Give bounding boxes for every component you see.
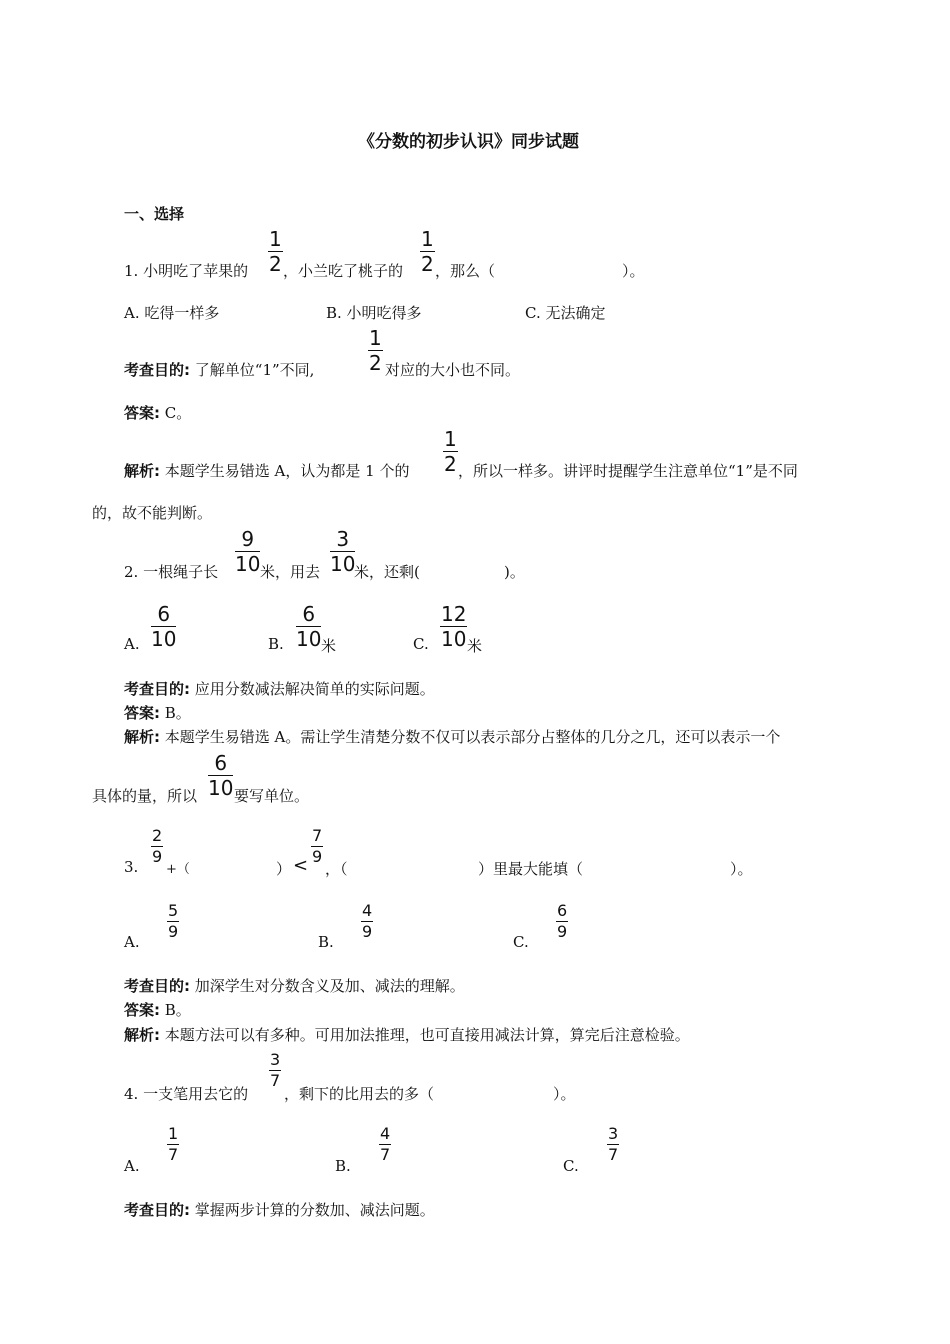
numerator: 12 xyxy=(441,602,467,626)
denominator: 2 xyxy=(269,252,282,276)
q2-option-a-label: A. xyxy=(124,635,140,653)
denominator: 9 xyxy=(168,922,179,941)
numerator: 4 xyxy=(380,1124,391,1143)
q3-option-b-fraction xyxy=(361,903,373,940)
q2-fraction-1 xyxy=(235,529,260,574)
numerator: 1 xyxy=(168,1124,179,1143)
denominator: 10 xyxy=(296,627,322,651)
numerator: 3 xyxy=(336,527,350,551)
question-2: 2. 一根绳子长 xyxy=(124,563,219,581)
q1-purpose xyxy=(124,359,314,380)
q2-text-4: )。 xyxy=(504,563,525,581)
purpose-text: 应用分数减法解决简单的实际问题。 xyxy=(194,680,435,698)
q2-option-a-fraction xyxy=(151,604,176,649)
q3-option-c-fraction xyxy=(556,903,568,940)
q2-analysis-text-3: 要写单位。 xyxy=(234,787,310,805)
q4-option-a-fraction xyxy=(167,1126,179,1163)
analysis-text: 本题方法可以有多种。可用加法推理，也可直接用减法计算，算完后注意检验。 xyxy=(164,1026,690,1044)
denominator: 10 xyxy=(208,776,234,800)
q1-option-c: C. 无法确定 xyxy=(525,304,606,322)
q2-text-2: 米，用去 xyxy=(260,563,321,581)
numerator: 2 xyxy=(152,826,163,845)
denominator: 10 xyxy=(235,552,261,576)
denominator: 7 xyxy=(380,1145,391,1164)
numerator: 6 xyxy=(557,901,568,920)
q2-purpose xyxy=(124,678,435,699)
analysis-label: 解析: xyxy=(124,728,160,746)
denominator: 9 xyxy=(152,847,163,866)
question-4: 4. 一支笔用去它的 xyxy=(124,1085,249,1103)
q1-option-b: B. 小明吃得多 xyxy=(326,304,422,322)
answer-label: 答案: xyxy=(124,1001,160,1019)
q1-text-4: ）。 xyxy=(622,262,645,280)
denominator: 9 xyxy=(312,847,323,866)
numerator: 1 xyxy=(269,227,282,251)
q1-answer xyxy=(124,402,191,423)
q2-option-b-unit: 米 xyxy=(321,637,337,655)
numerator: 3 xyxy=(608,1124,619,1143)
q3-analysis xyxy=(124,1024,690,1045)
q1-analysis-text-2: ，所以一样多。讲评时提醒学生注意单位“1”是不同 xyxy=(458,462,798,480)
q1-text-3: ，那么（ xyxy=(435,262,496,280)
q3-option-a-label: A. xyxy=(124,933,140,951)
q1-analysis-fraction xyxy=(443,429,458,474)
q2-analysis-text-2: 具体的量，所以 xyxy=(92,787,198,805)
q4-option-b-label: B. xyxy=(335,1157,351,1175)
denominator: 7 xyxy=(270,1071,281,1090)
denominator: 9 xyxy=(557,922,568,941)
q4-purpose xyxy=(124,1199,435,1220)
question-3-number: 3. xyxy=(124,858,139,876)
q3-text-2: ）里最大能填（ xyxy=(478,860,584,878)
numerator: 1 xyxy=(444,427,457,451)
denominator: 10 xyxy=(330,552,356,576)
q3-option-b-label: B. xyxy=(318,933,334,951)
numerator: 1 xyxy=(421,227,434,251)
q1-analysis-text-3: 的，故不能判断。 xyxy=(92,504,213,522)
q2-option-c-fraction xyxy=(440,604,467,649)
q3-text-3: ）。 xyxy=(730,860,753,878)
q3-option-a-fraction xyxy=(167,903,179,940)
q4-fraction-1 xyxy=(269,1052,281,1089)
numerator: 6 xyxy=(302,602,316,626)
denominator: 2 xyxy=(421,252,434,276)
analysis-label: 解析: xyxy=(124,462,160,480)
q1-text-2: ，小兰吃了桃子的 xyxy=(283,262,404,280)
q2-option-b-fraction xyxy=(296,604,321,649)
denominator: 2 xyxy=(444,452,457,476)
q1-text-1: 1. 小明吃了苹果的 xyxy=(124,262,249,280)
numerator: 3 xyxy=(270,1050,281,1069)
analysis-text: 本题学生易错选 A，认为都是 1 个的 xyxy=(164,462,410,480)
q4-text-2: ，剩下的比用去的多（ xyxy=(284,1085,435,1103)
q3-close-paren: ） xyxy=(276,860,292,878)
purpose-label: 考查目的: xyxy=(124,680,190,698)
purpose-text: 加深学生对分数含义及加、减法的理解。 xyxy=(194,977,465,995)
purpose-label: 考查目的: xyxy=(124,1201,190,1219)
denominator: 7 xyxy=(168,1145,179,1164)
q3-option-c-label: C. xyxy=(513,933,529,951)
denominator: 10 xyxy=(151,627,177,651)
q1-fraction-2 xyxy=(420,229,435,274)
q3-plus: +（ xyxy=(166,862,190,877)
q3-fraction-2 xyxy=(311,828,323,865)
q2-fraction-2 xyxy=(330,529,355,574)
denominator: 7 xyxy=(608,1145,619,1164)
q1-purpose-fraction xyxy=(368,328,383,373)
answer-text: C。 xyxy=(164,404,192,422)
answer-label: 答案: xyxy=(124,704,160,722)
q1-analysis xyxy=(124,460,409,481)
analysis-text: 本题学生易错选 A。需让学生清楚分数不仅可以表示部分占整体的几分之几，还可以表示一个 xyxy=(164,728,781,746)
q2-option-b-label: B. xyxy=(268,635,284,653)
denominator: 9 xyxy=(362,922,373,941)
answer-text: B。 xyxy=(164,1001,191,1019)
q2-option-c-label: C. xyxy=(413,635,429,653)
purpose-label: 考查目的: xyxy=(124,361,190,379)
analysis-label: 解析: xyxy=(124,1026,160,1044)
answer-label: 答案: xyxy=(124,404,160,422)
purpose-text: 掌握两步计算的分数加、减法问题。 xyxy=(194,1201,435,1219)
question-1 xyxy=(124,260,248,281)
numerator: 9 xyxy=(241,527,255,551)
q4-option-c-label: C. xyxy=(563,1157,579,1175)
q2-answer xyxy=(124,702,191,723)
answer-text: B。 xyxy=(164,704,191,722)
q3-text-1: ，（ xyxy=(325,860,348,878)
denominator: 2 xyxy=(369,351,382,375)
q3-purpose xyxy=(124,975,465,996)
numerator: 1 xyxy=(369,326,382,350)
purpose-label: 考查目的: xyxy=(124,977,190,995)
numerator: 7 xyxy=(312,826,323,845)
q3-fraction-1 xyxy=(151,828,163,865)
numerator: 6 xyxy=(214,751,228,775)
q4-option-b-fraction xyxy=(379,1126,391,1163)
q2-text-3: 米，还剩( xyxy=(354,563,420,581)
q2-analysis-fraction xyxy=(208,753,233,798)
numerator: 5 xyxy=(168,901,179,920)
q3-less-than: < xyxy=(293,855,309,876)
q1-purpose-text-2: 对应的大小也不同。 xyxy=(385,361,521,379)
q4-option-a-label: A. xyxy=(124,1157,140,1175)
denominator: 10 xyxy=(441,627,467,651)
page-title: 《分数的初步认识》同步试题 xyxy=(358,132,579,152)
q2-analysis xyxy=(124,726,780,747)
q3-answer xyxy=(124,999,191,1020)
section-heading: 一、选择 xyxy=(124,205,185,223)
q2-option-c-unit: 米 xyxy=(467,637,483,655)
numerator: 4 xyxy=(362,901,373,920)
q1-fraction-1 xyxy=(268,229,283,274)
numerator: 6 xyxy=(157,602,171,626)
purpose-text: 了解单位“1”不同, xyxy=(194,361,315,379)
q1-option-a: A. 吃得一样多 xyxy=(124,304,220,322)
q4-option-c-fraction xyxy=(607,1126,619,1163)
q4-text-3: ）。 xyxy=(553,1085,576,1103)
